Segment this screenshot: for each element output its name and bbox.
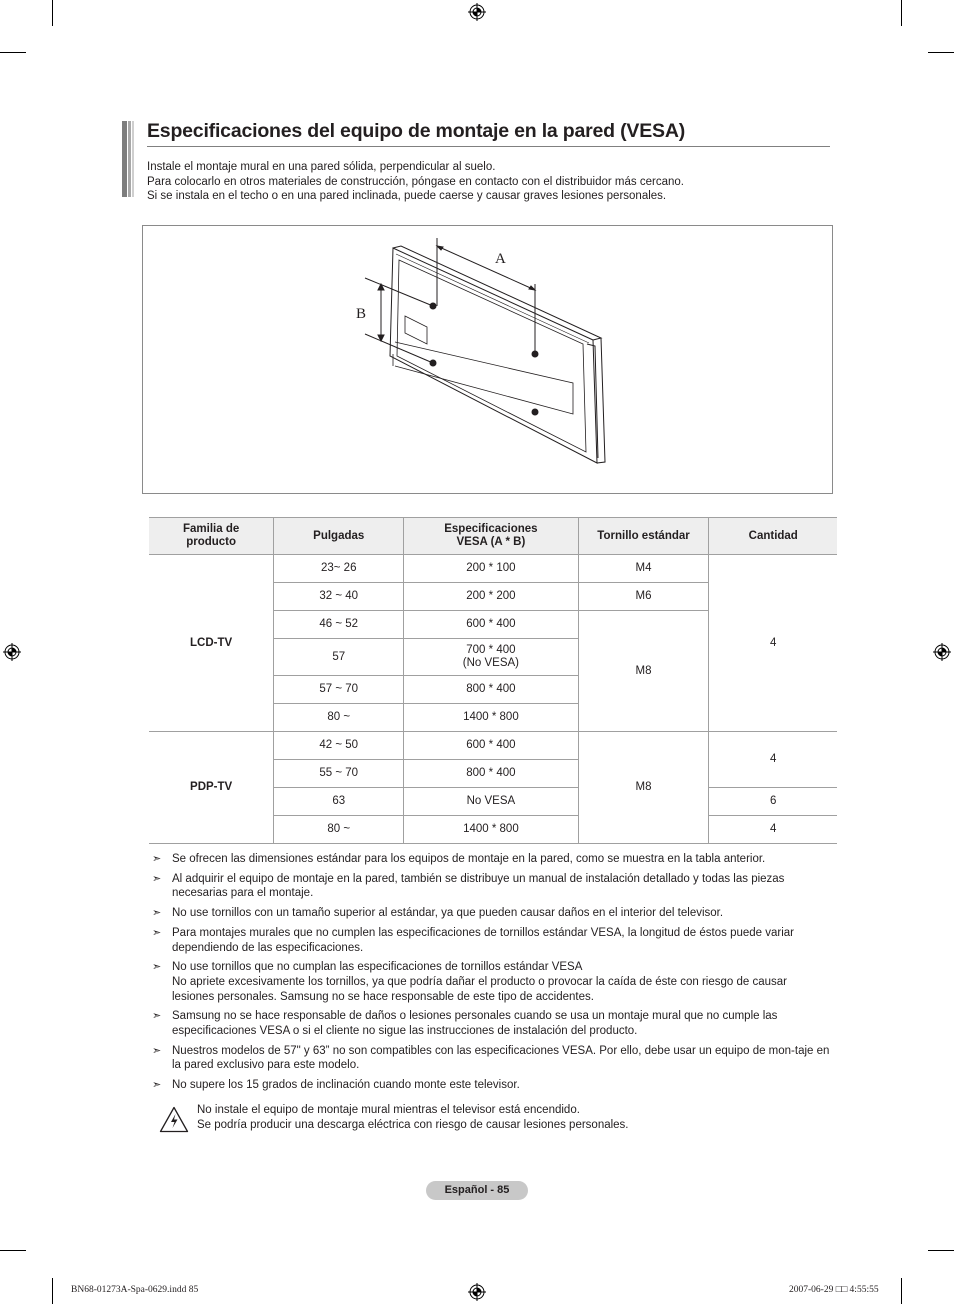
crop-mark — [928, 1250, 954, 1251]
vesa-cell: 1400 * 800 — [404, 704, 578, 732]
arrow-bullet-icon: ➣ — [152, 872, 162, 885]
arrow-bullet-icon: ➣ — [152, 1010, 162, 1023]
arrow-bullet-icon: ➣ — [152, 907, 162, 920]
vesa-cell: 800 * 400 — [404, 676, 578, 704]
header-vesa: Especificaciones VESA (A * B) — [404, 518, 578, 555]
list-item — [152, 960, 832, 1004]
warning-triangle-icon — [159, 1106, 189, 1133]
quantity-cell: 4 — [709, 732, 837, 788]
inches-cell: 32 ~ 40 — [274, 583, 404, 611]
note-text: No use tornillos con un tamaño superior al estándar, ya que pueden causar daños en el interior del televisor. — [172, 907, 724, 920]
vesa-cell: 600 * 400 — [404, 732, 578, 760]
title-rule — [147, 146, 830, 147]
header-screw: Tornillo estándar — [578, 518, 709, 555]
intro-line: Instale el montaje mural en una pared sólida, perpendicular al suelo. — [147, 161, 496, 173]
note-text: Al adquirir el equipo de montaje en la pared, también se distribuye un manual de instalación detallado y todas las piezas necesarias para el montaje. — [172, 872, 785, 900]
note-text: No apriete excesivamente los tornillos, ya que podría dañar el producto o provocar la caída de éste con riesgo de causar lesiones personales. Samsung no se hace responsable de este tipo de accidentes. — [172, 975, 787, 1003]
arrow-bullet-icon: ➣ — [152, 1079, 162, 1092]
intro-line: Para colocarlo en otros materiales de construcción, póngase en contacto con el distribuidor más cercano. — [147, 175, 684, 188]
arrow-bullet-icon: ➣ — [152, 961, 162, 974]
note-text: Nuestros modelos de 57" y 63” no son compatibles con las especificaciones VESA. Por ello, debe usar un equipo de mon-taje en la pared exclusivo para este modelo. — [172, 1044, 830, 1072]
note-text: Para montajes murales que no cumplen las especificaciones de tornillos estándar VESA, la longitud de éstos puede variar dependiendo de las especificaciones. — [172, 926, 794, 954]
intro-line: Si se instala en el techo o en una pared inclinada, puede caerse y causar graves lesiones personales. — [147, 190, 667, 203]
list-item — [152, 1009, 832, 1038]
crop-mark — [901, 1278, 902, 1304]
list-item — [152, 906, 832, 921]
crop-mark — [901, 0, 902, 26]
registration-mark-icon — [3, 643, 21, 661]
note-text: Samsung no se hace responsable de daños o lesiones personales cuando se usa un montaje mural que no cumple las especificaciones VESA o si el cliente no sigue las instrucciones de instalación del producto. — [172, 1010, 778, 1038]
crop-mark — [52, 1278, 53, 1304]
crop-mark — [0, 52, 26, 53]
screw-cell: M4 — [578, 555, 709, 583]
quantity-cell: 6 — [709, 788, 837, 816]
vesa-cell — [404, 639, 578, 676]
inches-cell: 55 ~ 70 — [274, 760, 404, 788]
quantity-cell: 4 — [709, 555, 837, 732]
inches-cell: 46 ~ 52 — [274, 611, 404, 639]
inches-cell: 57 ~ 70 — [274, 676, 404, 704]
tv-back-illustration — [143, 226, 834, 495]
family-cell: PDP-TV — [149, 732, 274, 844]
vesa-cell: No VESA — [404, 788, 578, 816]
notes-list — [152, 852, 832, 1098]
quantity-cell: 4 — [709, 816, 837, 844]
inches-cell: 80 ~ — [274, 816, 404, 844]
inches-cell: 42 ~ 50 — [274, 732, 404, 760]
crop-mark — [928, 52, 954, 53]
inches-cell: 80 ~ — [274, 704, 404, 732]
list-item — [152, 1078, 832, 1093]
registration-mark-icon — [468, 3, 486, 21]
note-text: No use tornillos que no cumplan las especificaciones de tornillos estándar VESA — [172, 961, 583, 974]
crop-mark — [0, 1250, 26, 1251]
warning-line: Se podría producir una descarga eléctrica con riesgo de causar lesiones personales. — [197, 1118, 629, 1131]
dimension-label-a: A — [495, 251, 506, 267]
page-number-badge: Español - 85 — [426, 1181, 528, 1200]
table-row — [149, 555, 837, 583]
wall-mount-figure — [142, 225, 833, 494]
registration-mark-icon — [933, 643, 951, 661]
arrow-bullet-icon: ➣ — [152, 1044, 162, 1057]
title-decoration — [122, 121, 136, 197]
vesa-value: 700 * 400 — [466, 644, 516, 656]
header-quantity: Cantidad — [709, 518, 837, 555]
screw-cell: M6 — [578, 583, 709, 611]
vesa-cell: 1400 * 800 — [404, 816, 578, 844]
vesa-cell: 800 * 400 — [404, 760, 578, 788]
screw-cell: M8 — [578, 611, 709, 732]
file-slug: BN68-01273A-Spa-0629.indd 85 — [71, 1285, 199, 1295]
inches-cell: 57 — [274, 639, 404, 676]
warning-text — [197, 1103, 629, 1132]
list-item — [152, 1044, 832, 1073]
arrow-bullet-icon: ➣ — [152, 926, 162, 939]
vesa-cell: 200 * 200 — [404, 583, 578, 611]
arrow-bullet-icon: ➣ — [152, 853, 162, 865]
note-text: Se ofrecen las dimensiones estándar para los equipos de montaje en la pared, como se muestra en la tabla anterior. — [172, 853, 766, 865]
list-item — [152, 852, 832, 867]
table-header-row — [149, 518, 837, 555]
list-item — [152, 872, 832, 901]
intro-text — [147, 160, 684, 204]
header-family: Familia de producto — [149, 518, 274, 555]
screw-cell: M8 — [578, 732, 709, 844]
table-row — [149, 732, 837, 760]
inches-cell: 63 — [274, 788, 404, 816]
registration-mark-icon — [468, 1283, 486, 1301]
vesa-spec-table — [149, 517, 837, 844]
header-inches: Pulgadas — [274, 518, 404, 555]
date-slug: 2007-06-29 □□ 4:55:55 — [789, 1285, 879, 1295]
warning-line: No instale el equipo de montaje mural mientras el televisor está encendido. — [197, 1104, 580, 1116]
page-title: Especificaciones del equipo de montaje en la pared (VESA) — [147, 120, 685, 142]
vesa-cell: 600 * 400 — [404, 611, 578, 639]
note-text: No supere los 15 grados de inclinación cuando monte este televisor. — [172, 1079, 520, 1092]
vesa-cell: 200 * 100 — [404, 555, 578, 583]
crop-mark — [52, 0, 53, 26]
dimension-label-b: B — [356, 306, 367, 322]
family-cell: LCD-TV — [149, 555, 274, 732]
list-item — [152, 926, 832, 955]
inches-cell: 23~ 26 — [274, 555, 404, 583]
vesa-note: (No VESA) — [462, 657, 520, 669]
